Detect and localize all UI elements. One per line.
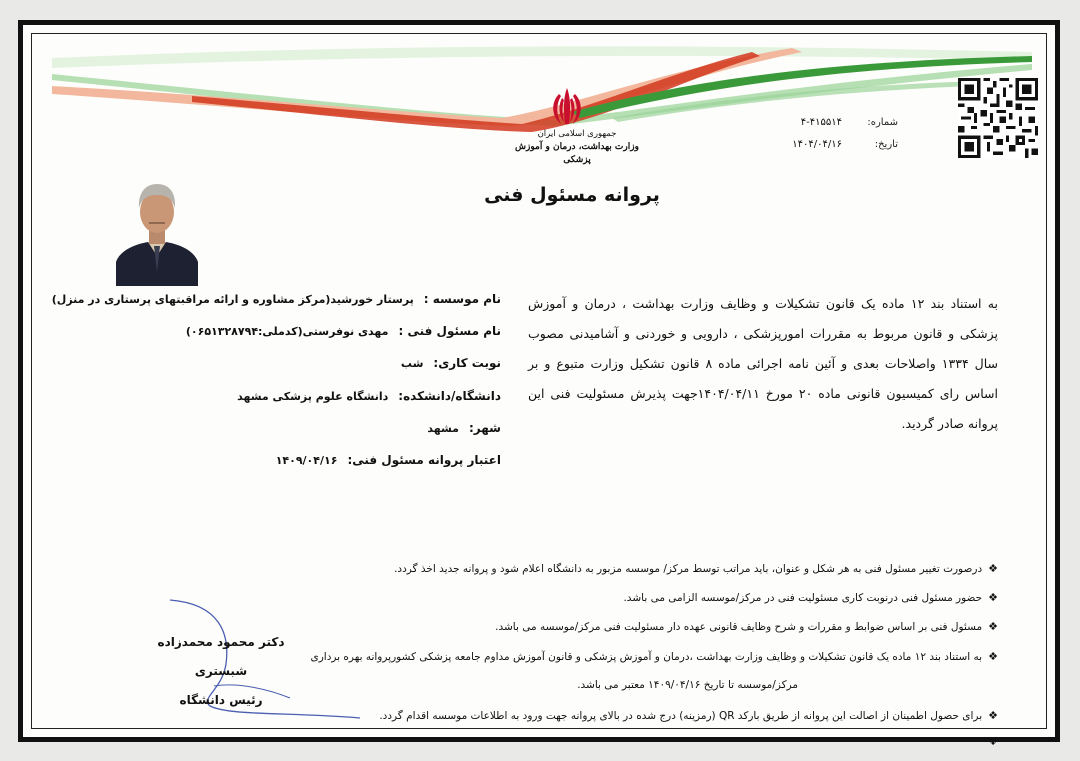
note-continuation xyxy=(577,679,798,691)
note-text: به استناد بند ۱۲ ماده یک قانون تشکیلات و وظایف وزارت بهداشت ،درمان و آموزش پزشکی و قانون آموزش مداوم جامعه پزشکی کشورپروانه بهره برداری xyxy=(310,651,983,663)
diamond-bullet-icon: ❖ xyxy=(988,591,998,604)
diamond-bullet-icon: ❖ xyxy=(988,562,998,575)
note-item xyxy=(623,591,998,604)
certificate-frame xyxy=(18,20,1060,748)
shift-value: شب xyxy=(400,357,424,370)
note-text: برای حصول اطمینان از اصالت این پروانه از طریق بارکد QR (رمزینه) درج شده در بالای پروانه جهت ورود به اطلاعات موسسه اقدام گردد. xyxy=(379,710,983,722)
holder-portrait-photo xyxy=(114,176,200,286)
ministry-heading xyxy=(502,128,652,167)
document-meta xyxy=(792,112,898,156)
certificate-inner-border xyxy=(31,33,1047,748)
signatory-position: رئیس دانشگاه xyxy=(179,693,263,707)
shift-label: نوبت کاری: xyxy=(433,356,501,370)
date-label: تاریخ: xyxy=(874,139,898,150)
number-row xyxy=(792,112,898,134)
certificate-title: پروانه مسئول فنی xyxy=(484,184,660,206)
note-text: حضور مسئول فنی درنوبت کاری مسئولیت فنی در مرکز/موسسه الزامی می باشد. xyxy=(623,592,983,604)
note-item xyxy=(311,650,999,663)
note-text: درصورت تغییر مسئول فنی به هر شکل و عنوان، باید مراتب توسط مرکز/ موسسه مزبور به دانشگاه اعلام شود و پروانه جدید اخذ گردد. xyxy=(394,563,983,575)
diamond-bullet-icon: ❖ xyxy=(988,735,998,748)
ministry-line-2: وزارت بهداشت، درمان و آموزش پزشکی xyxy=(515,142,639,165)
note-text: مرکز/موسسه تا تاریخ ۱۴۰۹/۰۴/۱۶ معتبر می باشد. xyxy=(577,679,798,691)
number-value: ۴-۴۱۵۵۱۴ xyxy=(800,117,842,128)
number-label: شماره: xyxy=(867,117,898,128)
note-item xyxy=(495,620,998,633)
city-value: مشهد xyxy=(427,422,459,435)
ministry-line-1: جمهوری اسلامی ایران xyxy=(537,129,617,139)
institution-value: پرستار خورشید(مرکز مشاوره و ارائه مراقبتهای پرستاری در منزل) xyxy=(51,293,414,306)
diamond-bullet-icon: ❖ xyxy=(988,709,998,722)
shift-row xyxy=(401,356,501,370)
university-row xyxy=(237,389,501,403)
note-item xyxy=(394,562,998,575)
validity-row xyxy=(276,453,501,467)
date-value: ۱۴۰۴/۰۴/۱۶ xyxy=(792,139,842,150)
institution-label: نام موسسه : xyxy=(423,292,501,306)
iran-emblem-icon xyxy=(547,84,587,130)
validity-label: اعتبار پروانه مسئول فنی: xyxy=(347,453,501,467)
note-text: مسئول فنی بر اساس ضوابط و مقررات و شرح وظایف قانونی عهده دار مسئولیت فنی مرکز/موسسه می باشد. xyxy=(495,621,983,633)
signatory-block xyxy=(130,628,312,715)
city-label: شهر: xyxy=(469,421,501,435)
university-value: دانشگاه علوم پزشکی مشهد xyxy=(237,390,389,403)
note-item xyxy=(982,735,998,748)
institution-row xyxy=(52,292,501,306)
qr-code-icon[interactable] xyxy=(958,78,1038,158)
manager-label: نام مسئول فنی : xyxy=(398,324,501,338)
university-label: دانشگاه/دانشکده: xyxy=(398,389,501,403)
signatory-name: دکتر محمود محمدزاده شبستری xyxy=(157,635,285,678)
manager-value: مهدی نوفرستی(کدملی:۰۶۵۱۳۲۸۷۹۴) xyxy=(185,325,389,338)
diamond-bullet-icon: ❖ xyxy=(988,650,998,663)
legal-basis-text: به استناد بند ۱۲ ماده یک قانون تشکیلات و وظایف وزارت بهداشت ، درمان و آموزش پزشکی و قانون مربوط به مقررات امورپزشکی ، دارویی و خوردنی و آشامیدنی مصوب سال ۱۳۳۴ واصلاحات بعدی و آئین نامه اجرائی ماده ۸ قانون تشکیل وزارت متبوع و بر اساس رای کمیسیون قانونی ماده ۲۰ مورخ ۱۴۰۴/۰۴/۱۱جهت پذیرش مسئولیت فنی این پروانه صادر گردید. xyxy=(528,296,998,431)
city-row xyxy=(427,421,501,435)
note-item xyxy=(379,709,998,722)
diamond-bullet-icon: ❖ xyxy=(988,620,998,633)
validity-value: ۱۴۰۹/۰۴/۱۶ xyxy=(275,454,338,467)
manager-row xyxy=(186,324,501,338)
date-row xyxy=(792,134,898,156)
